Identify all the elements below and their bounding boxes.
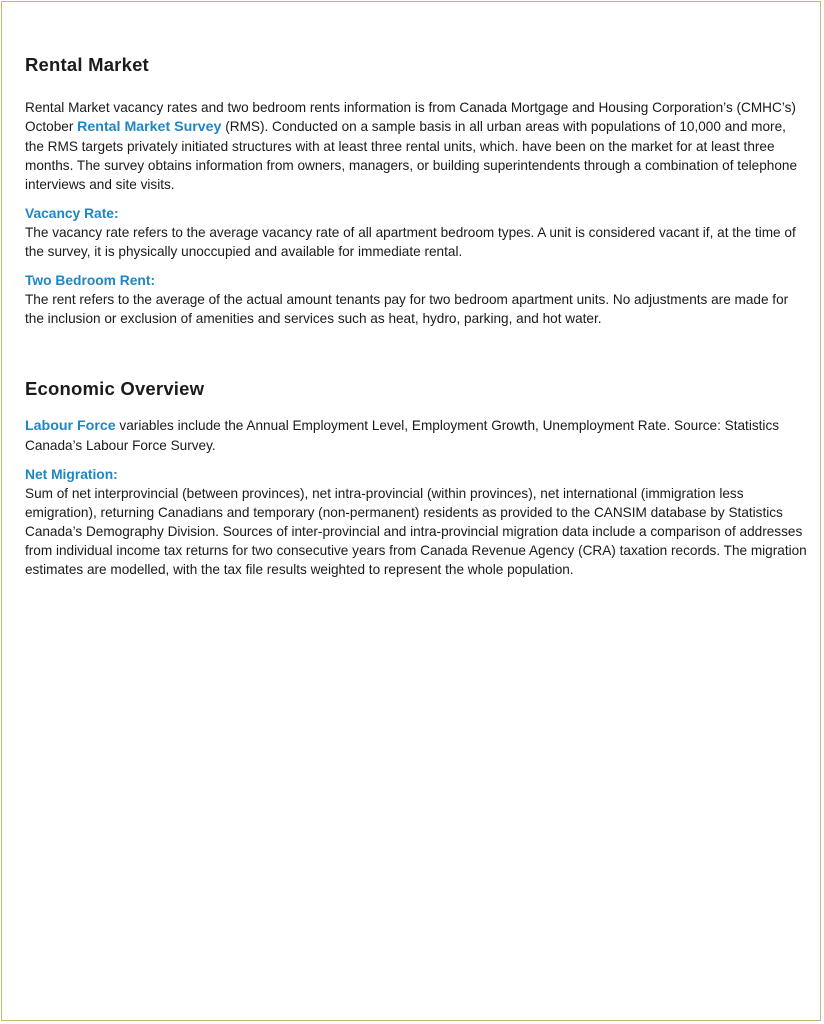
rental-market-survey-link[interactable]: Rental Market Survey <box>77 119 222 135</box>
labour-force-paragraph <box>25 416 807 455</box>
net-migration-text: Sum of net interprovincial (between provinces), net intra-provincial (within provinces), net international (immigration less emigration), returning Canadians and temporary (non-permanent) residents as provided to the CANSIM database by Statistics Canada’s Demography Division. Sources of inter-provincial and intra-provincial migration data include a comparison of addresses from individual income tax returns for two consecutive years from Canada Revenue Agency (CRA) taxation records. The migration estimates are modelled, with the tax file results weighted to represent the whole population. <box>25 486 807 577</box>
intro-text-pre: Rental Market vacancy rates and two bedroom rents information is from Canada Mortgage and Housing Corporation’s (CMHC’s) October <box>25 100 796 134</box>
labour-force-link[interactable]: Labour Force <box>25 418 116 434</box>
net-migration-heading: Net Migration: <box>25 467 118 482</box>
intro-text-post: (RMS). Conducted on a sample basis in all urban areas with populations of 10,000 and more, the RMS targets privately initiated structures with at least three rental units, which. have been on the market for at least three months. The survey obtains information from owners, managers, or building superintendents through a combination of telephone interviews and site visits. <box>25 119 798 192</box>
rental-market-intro <box>25 98 807 194</box>
two-bedroom-rent-heading: Two Bedroom Rent: <box>25 273 156 288</box>
economic-overview-heading: Economic Overview <box>25 378 205 399</box>
vacancy-rate-text: The vacancy rate refers to the average vacancy rate of all apartment bedroom types. A unit is considered vacant if, at the time of the survey, it is physically unoccupied and available for immediate rental. <box>25 225 796 259</box>
rental-market-heading: Rental Market <box>25 54 149 75</box>
labour-force-text: variables include the Annual Employment Level, Employment Growth, Unemployment Rate. Source: Statistics Canada’s Labour Force Survey. <box>25 418 780 453</box>
vacancy-rate-heading: Vacancy Rate: <box>25 206 119 221</box>
page-frame <box>1 1 821 1021</box>
two-bedroom-rent-text: The rent refers to the average of the actual amount tenants pay for two bedroom apartment units. No adjustments are made for the inclusion or exclusion of amenities and services such as heat, hydro, parking, and hot water. <box>25 292 789 326</box>
content <box>25 54 807 579</box>
